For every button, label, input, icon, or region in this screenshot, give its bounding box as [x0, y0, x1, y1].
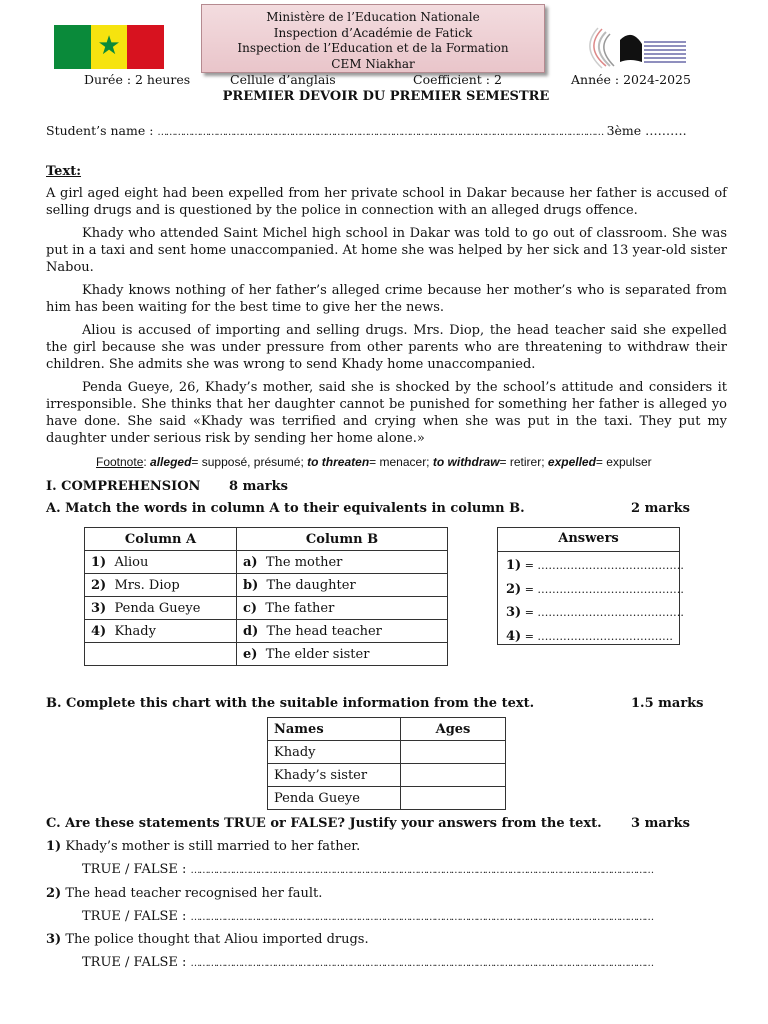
- footnote: Footnote: alleged= supposé, présumé; to threaten= menacer; to withdraw= retirer; expelled= expulser: [96, 455, 652, 469]
- reading-text: [46, 185, 727, 447]
- part-a-instruction: A. Match the words in column A to their equivalents in column B.: [46, 501, 525, 516]
- part-a-marks: 2 marks: [631, 501, 690, 516]
- statement: [46, 885, 322, 902]
- table-row: [85, 620, 448, 643]
- footnote-term: alleged: [150, 455, 192, 469]
- answer-line[interactable]: [506, 625, 679, 649]
- footnote-label: Footnote: [96, 455, 144, 469]
- header-line: Inspection d’Académie de Fatick: [273, 25, 473, 40]
- item-text: The mother: [265, 554, 343, 570]
- text-paragraph: Khady who attended Saint Michel high school in Dakar was told to go out of classroom. She was put in a taxi and sent home unaccompanied. At home she was helped by her sick and 13 year-old sister Nabou.: [46, 226, 727, 275]
- statement-text: The head teacher recognised her fault.: [61, 886, 323, 901]
- table-row: [85, 574, 448, 597]
- answer-line[interactable]: [506, 601, 684, 625]
- statement-text: Khady’s mother is still married to her father.: [61, 839, 361, 854]
- item-number: 1): [91, 554, 107, 570]
- true-false-line: [82, 861, 653, 879]
- item-letter: a): [243, 554, 258, 570]
- table-row: [268, 764, 506, 787]
- student-name-line: [46, 123, 687, 141]
- answer-line[interactable]: [506, 578, 684, 602]
- names-header: Names: [268, 718, 401, 741]
- school-logo-icon: [580, 26, 688, 70]
- header-line: Inspection de l’Education et de la Formation: [237, 41, 509, 55]
- table-row: [85, 643, 448, 666]
- footnote-def: = supposé, présumé;: [191, 455, 308, 469]
- answer-number: 3): [506, 605, 522, 620]
- answer-number: 1): [506, 558, 522, 573]
- justification-field[interactable]: …………………………………………………………………………………………………………………………………………………: [190, 958, 653, 969]
- duration: Durée : 2 heures: [84, 72, 191, 87]
- statement-text: The police thought that Aliou imported drugs.: [61, 932, 369, 947]
- item-text: Aliou: [114, 554, 149, 570]
- comprehension-title: I. COMPREHENSION: [46, 479, 201, 494]
- footnote-term: expelled: [547, 455, 596, 469]
- header-line: CEM Niakhar: [331, 56, 415, 71]
- column-b-cell: [237, 551, 448, 574]
- name-cell: Khady: [268, 741, 401, 764]
- table-row: [85, 597, 448, 620]
- item-text: The father: [265, 600, 335, 616]
- flag-red-band: [127, 25, 164, 69]
- item-number: 3): [91, 600, 107, 616]
- true-false-label: TRUE / FALSE :: [82, 862, 191, 877]
- answers-header: Answers: [498, 528, 679, 552]
- footnote-def: = expulser: [595, 455, 652, 469]
- column-a-cell: [85, 551, 237, 574]
- column-b-cell: [237, 597, 448, 620]
- cell-label: Cellule d’anglais: [230, 72, 336, 87]
- item-letter: c): [243, 600, 258, 616]
- star-icon: ★: [97, 31, 121, 61]
- ages-chart-table: [267, 717, 506, 810]
- column-a-cell: [85, 574, 237, 597]
- item-letter: e): [243, 646, 258, 662]
- item-number: 4): [91, 623, 107, 639]
- true-false-line: [82, 954, 653, 972]
- school-year: Année : 2024-2025: [571, 72, 691, 87]
- text-paragraph: Penda Gueye, 26, Khady’s mother, said she is shocked by the school’s attitude and considers it irresponsible. She thinks that her daughter cannot be punished for something her father is alleged yo have done. She said «Khady was terrified and crying when she was put in the taxi. They put my daughter under serious risk by sending her home alone.»: [46, 380, 727, 446]
- senegal-flag: [54, 25, 164, 69]
- statement: [46, 838, 360, 855]
- statement-number: 2): [46, 886, 62, 901]
- column-b-cell: [237, 574, 448, 597]
- answer-blank[interactable]: = ……………………………….: [521, 629, 673, 643]
- age-cell[interactable]: [401, 741, 506, 764]
- item-text: Mrs. Diop: [114, 577, 180, 593]
- item-text: Penda Gueye: [114, 600, 201, 616]
- column-b-header: Column B: [237, 528, 448, 551]
- column-a-cell: [85, 597, 237, 620]
- justification-field[interactable]: …………………………………………………………………………………………………………………………………………………: [190, 912, 653, 923]
- text-paragraph: A girl aged eight had been expelled from her private school in Dakar because her father is accused of selling drugs and is questioned by the police in connection with an alleged drugs offence.: [46, 186, 727, 218]
- item-letter: b): [243, 577, 259, 593]
- answer-blank[interactable]: = ………………………………….: [521, 582, 684, 596]
- part-b-instruction: B. Complete this chart with the suitable information from the text.: [46, 696, 535, 711]
- item-text: The elder sister: [265, 646, 370, 662]
- name-cell: Khady’s sister: [268, 764, 401, 787]
- justification-field[interactable]: …………………………………………………………………………………………………………………………………………………: [190, 865, 653, 876]
- statement-number: 1): [46, 839, 62, 854]
- answer-blank[interactable]: = ………………………………….: [521, 606, 684, 619]
- column-b-cell: [237, 620, 448, 643]
- statement: [46, 931, 369, 948]
- part-b-marks: 1.5 marks: [631, 696, 704, 711]
- column-b-cell: [237, 643, 448, 666]
- true-false-line: [82, 908, 653, 926]
- answers-box: [497, 527, 684, 645]
- ages-header: Ages: [401, 718, 506, 741]
- coefficient: Coefficient : 2: [413, 72, 502, 87]
- flag-yellow-band: [91, 25, 128, 69]
- answer-number: 2): [506, 581, 522, 597]
- flag-green-band: [54, 25, 91, 69]
- text-heading: Text:: [46, 164, 82, 179]
- column-a-cell: [85, 643, 237, 666]
- item-text: The head teacher: [266, 623, 382, 639]
- answer-line[interactable]: [506, 554, 684, 578]
- text-paragraph: Aliou is accused of importing and selling drugs. Mrs. Diop, the head teacher said she expelled the girl because she was under pressure from other parents who are threatening to withdraw their children. She admits she was wrong to send Khady home unaccompanied.: [46, 323, 727, 372]
- student-name-label: Student’s name :: [46, 123, 158, 138]
- footnote-def: = retirer;: [499, 455, 548, 469]
- part-c-instruction: C. Are these statements TRUE or FALSE? Justify your answers from the text.: [46, 816, 602, 831]
- age-cell[interactable]: [401, 764, 506, 787]
- name-cell: Penda Gueye: [268, 787, 401, 810]
- true-false-label: TRUE / FALSE :: [82, 955, 191, 970]
- statement-number: 3): [46, 932, 62, 947]
- exam-title: PREMIER DEVOIR DU PREMIER SEMESTRE: [222, 89, 550, 104]
- table-row: [85, 551, 448, 574]
- footnote-term: to withdraw: [432, 455, 500, 469]
- age-cell[interactable]: [401, 787, 506, 810]
- student-name-field[interactable]: ……………………………………………………………………………………………………………………………………………: [157, 127, 603, 138]
- item-text: The daughter: [266, 577, 356, 593]
- matching-table: [84, 527, 448, 666]
- item-letter: d): [243, 623, 259, 639]
- text-paragraph: Khady knows nothing of her father’s alleged crime because her mother’s who is separated from him has been waiting for the best time to give her the news.: [46, 283, 727, 315]
- column-a-cell: [85, 620, 237, 643]
- answer-blank[interactable]: = ………………………………….: [521, 559, 684, 572]
- item-number: 2): [91, 577, 107, 593]
- footnote-term: to threaten: [307, 455, 370, 469]
- part-c-marks: 3 marks: [631, 816, 690, 831]
- table-header-row: [268, 718, 506, 741]
- true-false-label: TRUE / FALSE :: [82, 909, 191, 924]
- comprehension-marks: 8 marks: [229, 479, 288, 494]
- footnote-def: = menacer;: [369, 455, 433, 469]
- item-text: Khady: [114, 623, 156, 639]
- column-a-header: Column A: [85, 528, 237, 551]
- table-row: [268, 741, 506, 764]
- ministry-header-box: [201, 4, 545, 73]
- answer-number: 4): [506, 628, 522, 644]
- class-field[interactable]: 3ème ……….: [602, 123, 687, 138]
- table-row: [268, 787, 506, 810]
- header-line: Ministère de l’Education Nationale: [266, 10, 480, 24]
- table-header-row: [85, 528, 448, 551]
